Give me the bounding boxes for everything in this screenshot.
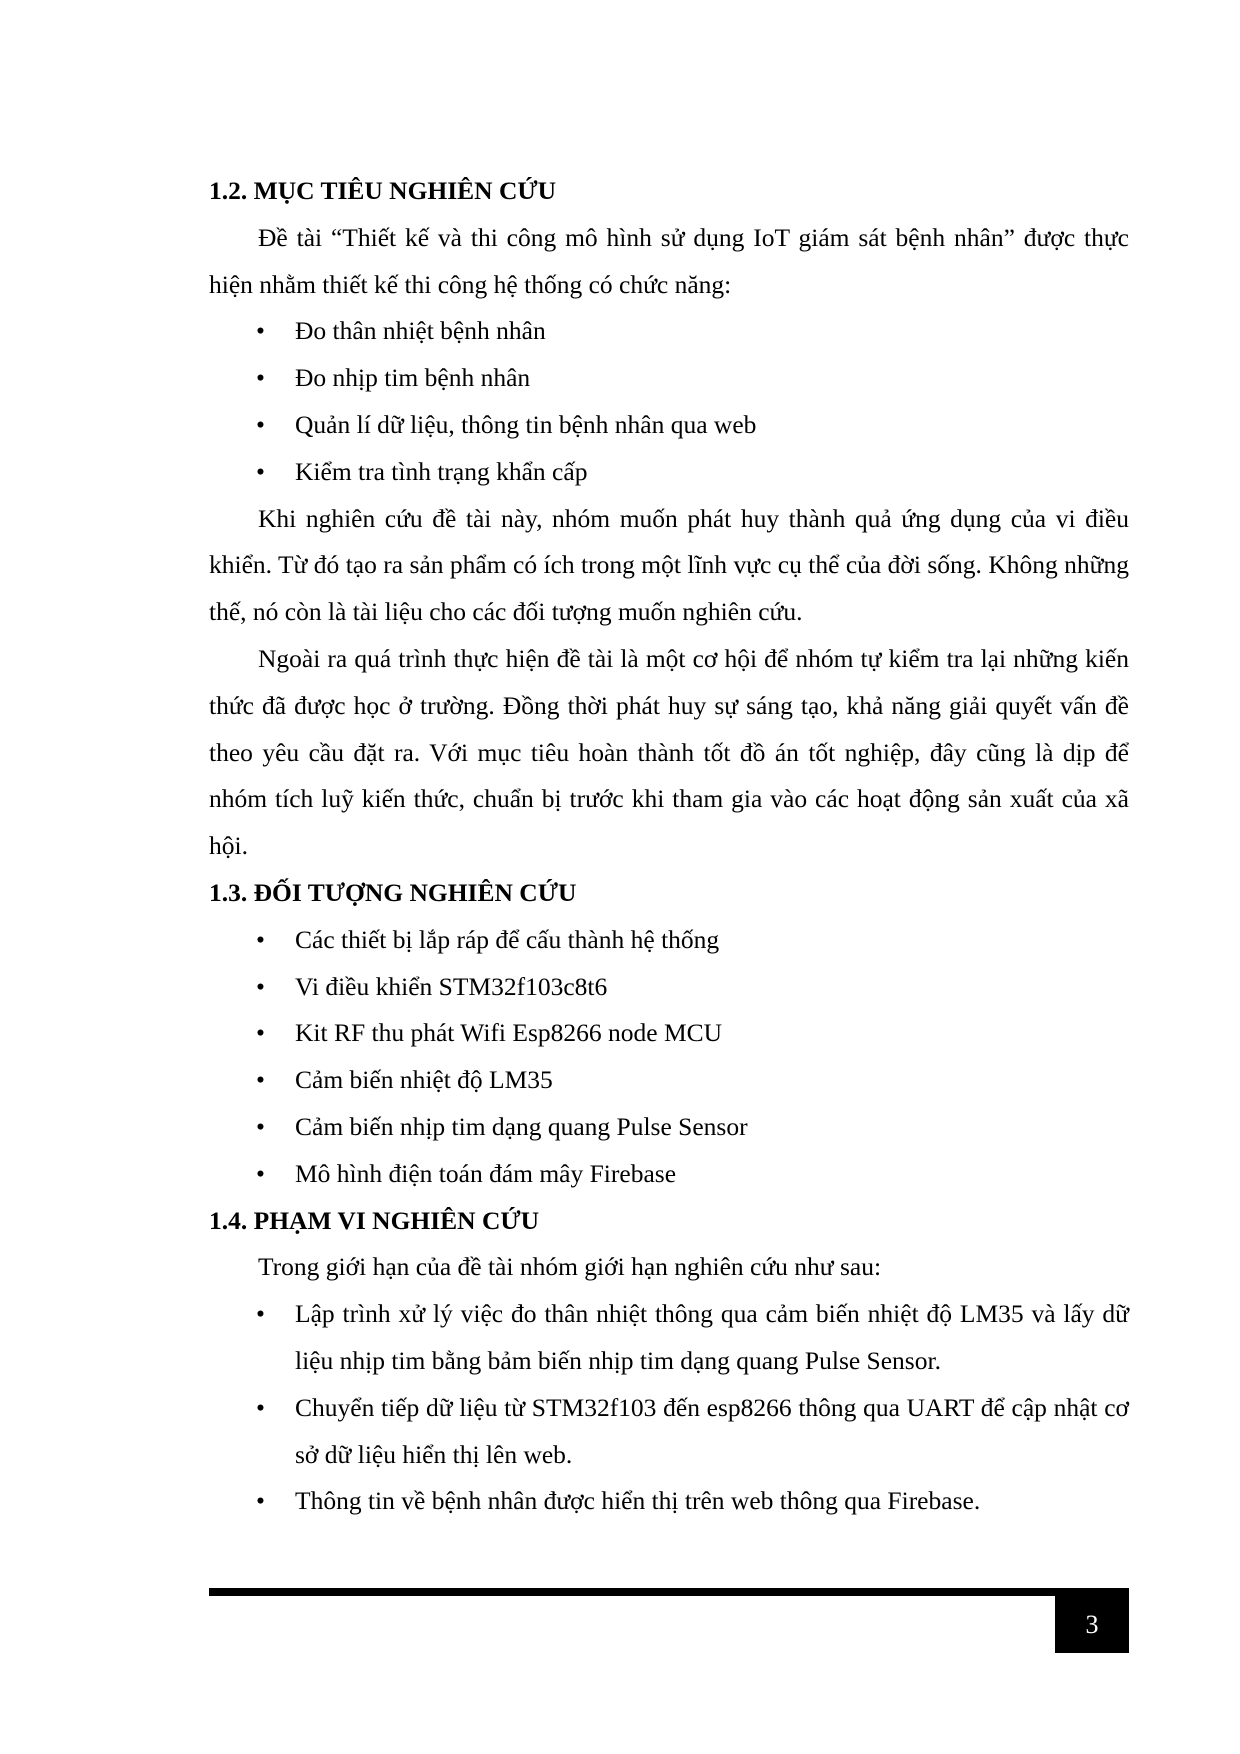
list-item: • Các thiết bị lắp ráp để cấu thành hệ thống [209,917,1129,964]
bullet-icon: • [256,363,265,393]
list-item: • Cảm biến nhịp tim dạng quang Pulse Sensor [209,1104,1129,1151]
bullet-icon: • [256,1299,265,1329]
bullet-icon: • [256,1486,265,1516]
list-item: • Kit RF thu phát Wifi Esp8266 node MCU [209,1010,1129,1057]
list-item: • Chuyển tiếp dữ liệu từ STM32f103 đến esp8266 thông qua UART để cập nhật cơ sở dữ liệu hiển thị lên web. [209,1385,1129,1479]
footer-divider [209,1588,1129,1596]
section-heading-1-3: 1.3. ĐỐI TƯỢNG NGHIÊN CỨU [209,877,577,907]
bullet-icon: • [256,316,265,346]
list-item: • Đo thân nhiệt bệnh nhân [209,308,1129,355]
bullet-icon: • [256,1158,265,1188]
bullet-icon: • [256,409,265,439]
section-1-2-paragraph-1: Khi nghiên cứu đề tài này, nhóm muốn phát huy thành quả ứng dụng của vi điều khiển. Từ đó tạo ra sản phẩm có ích trong một lĩnh vực cụ thể của đời sống. Không những thế, nó còn là tài liệu cho các đối tượng muốn nghiên cứu. [209,503,1129,627]
section-1-2-paragraph-2: Ngoài ra quá trình thực hiện đề tài là một cơ hội để nhóm tự kiểm tra lại những kiến thức đã được học ở trường. Đồng thời phát huy sự sáng tạo, khả năng giải quyết vấn đề theo yêu cầu đặt ra. Với mục tiêu hoàn thành tốt đồ án tốt nghiệp, đây cũng là dịp để nhóm tích luỹ kiến thức, chuẩn bị trước khi tham gia vào các hoạt động sản xuất của xã hội. [209,643,1129,861]
bullet-icon: • [256,1392,265,1422]
bullet-icon: • [256,971,265,1001]
section-1-3-bullet-list [209,917,1129,1198]
list-item: • Lập trình xử lý việc đo thân nhiệt thông qua cảm biến nhiệt độ LM35 và lấy dữ liệu nhịp tim bằng bảm biến nhịp tim dạng quang Pulse Sensor. [209,1291,1129,1385]
list-item: • Cảm biến nhiệt độ LM35 [209,1057,1129,1104]
list-item: • Mô hình điện toán đám mây Firebase [209,1151,1129,1198]
bullet-icon: • [256,1111,265,1141]
bullet-icon: • [256,1018,265,1048]
bullet-icon: • [256,1065,265,1095]
section-heading-1-2: 1.2. MỤC TIÊU NGHIÊN CỨU [209,176,557,205]
page-number: 3 [1055,1596,1129,1653]
section-1-4-intro: Trong giới hạn của đề tài nhóm giới hạn nghiên cứu như sau: [258,1252,882,1282]
bullet-icon: • [256,924,265,954]
section-1-4-bullet-list [209,1291,1129,1525]
section-1-2-intro: Đề tài “Thiết kế và thi công mô hình sử dụng IoT giám sát bệnh nhân” được thực hiện nhằm thiết kế thi công hệ thống có chức năng: [209,222,1129,299]
page-content [209,168,1129,1525]
list-item: • Kiểm tra tình trạng khẩn cấp [209,449,1129,496]
bullet-icon: • [256,456,265,486]
list-item: • Vi điều khiển STM32f103c8t6 [209,964,1129,1011]
list-item: • Đo nhịp tim bệnh nhân [209,355,1129,402]
section-1-2-bullet-list [209,308,1129,495]
section-heading-1-4: 1.4. PHẠM VI NGHIÊN CỨU [209,1205,540,1235]
list-item: • Quản lí dữ liệu, thông tin bệnh nhân qua web [209,402,1129,449]
list-item: • Thông tin về bệnh nhân được hiển thị trên web thông qua Firebase. [209,1478,1129,1525]
